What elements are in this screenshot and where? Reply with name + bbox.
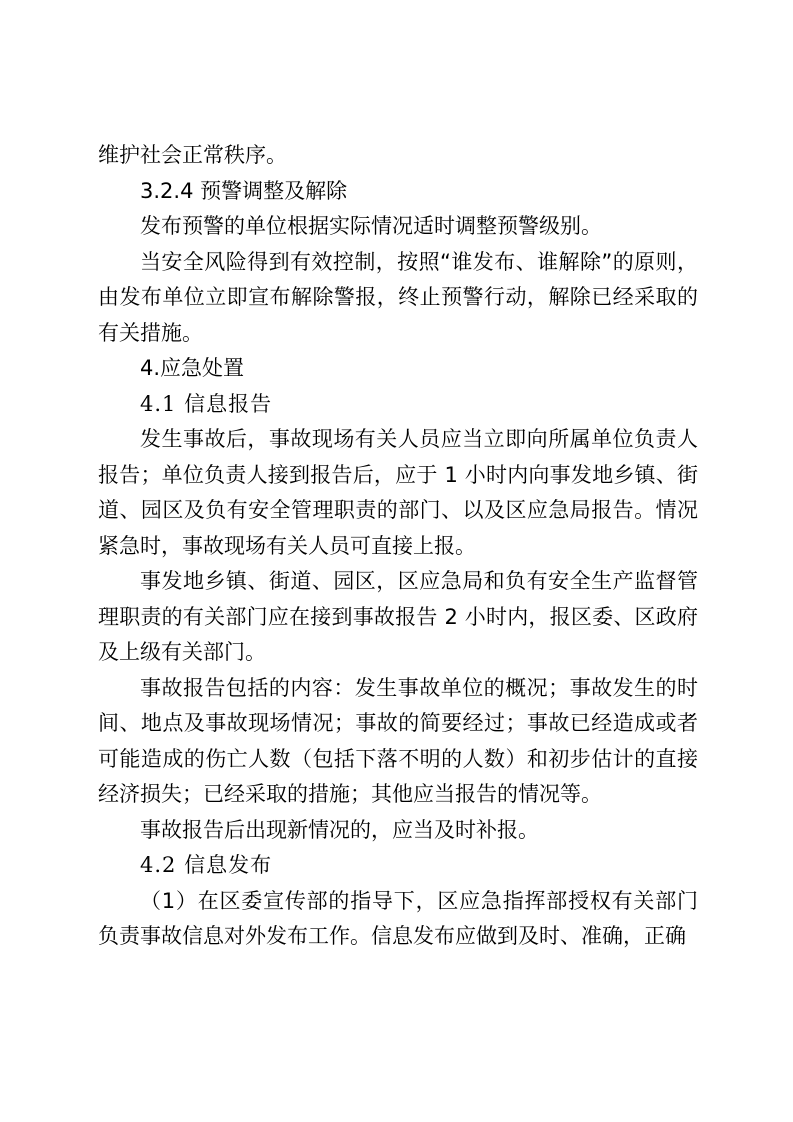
paragraph-report-to-district: 事发地乡镇、街道、园区，区应急局和负有安全生产监督管理职责的有关部门应在接到事故报告 2 小时内，报区委、区政府及上级有关部门。: [98, 569, 698, 664]
paragraph-warning-level-adjustment: 发布预警的单位根据实际情况适时调整预警级别。: [140, 214, 602, 238]
paragraph-warning-release: 当安全风险得到有效控制，按照“谁发布、谁解除”的原则，由发布单位立即宣布解除警报，终止预警行动，解除已经采取的有关措施。: [98, 249, 698, 345]
document-body: [98, 138, 698, 955]
section-heading-4: 4.应急处置: [140, 356, 245, 380]
section-heading-4-1: 4.1 信息报告: [140, 391, 273, 416]
paragraph-report-contents: 事故报告包括的内容：发生事故单位的概况；事故发生的时间、地点及事故现场情况；事故的简要经过；事故已经造成或者可能造成的伤亡人数（包括下落不明的人数）和初步估计的直接经济损失；已经采取的措施；其他应当报告的情况等。: [98, 675, 698, 806]
section-heading-4-2: 4.2 信息发布: [140, 853, 273, 877]
section-heading-3-2-4: 3.2.4 预警调整及解除: [140, 178, 348, 203]
paragraph-accident-reporting: 发生事故后，事故现场有关人员应当立即向所属单位负责人报告；单位负责人接到报告后，应于 1 小时内向事发地乡镇、街道、园区及负有安全管理职责的部门、以及区应急局报告。情况紧急时，事故现场有关人员可直接上报。: [98, 427, 698, 558]
paragraph-information-release: （1）在区委宣传部的指导下，区应急指挥部授权有关部门负责事故信息对外发布工作。信息发布应做到及时、准确，正确: [98, 888, 698, 948]
paragraph-supplementary-report: 事故报告后出现新情况的，应当及时补报。: [140, 817, 539, 842]
paragraph-continuation: 维护社会正常秩序。: [98, 143, 287, 167]
